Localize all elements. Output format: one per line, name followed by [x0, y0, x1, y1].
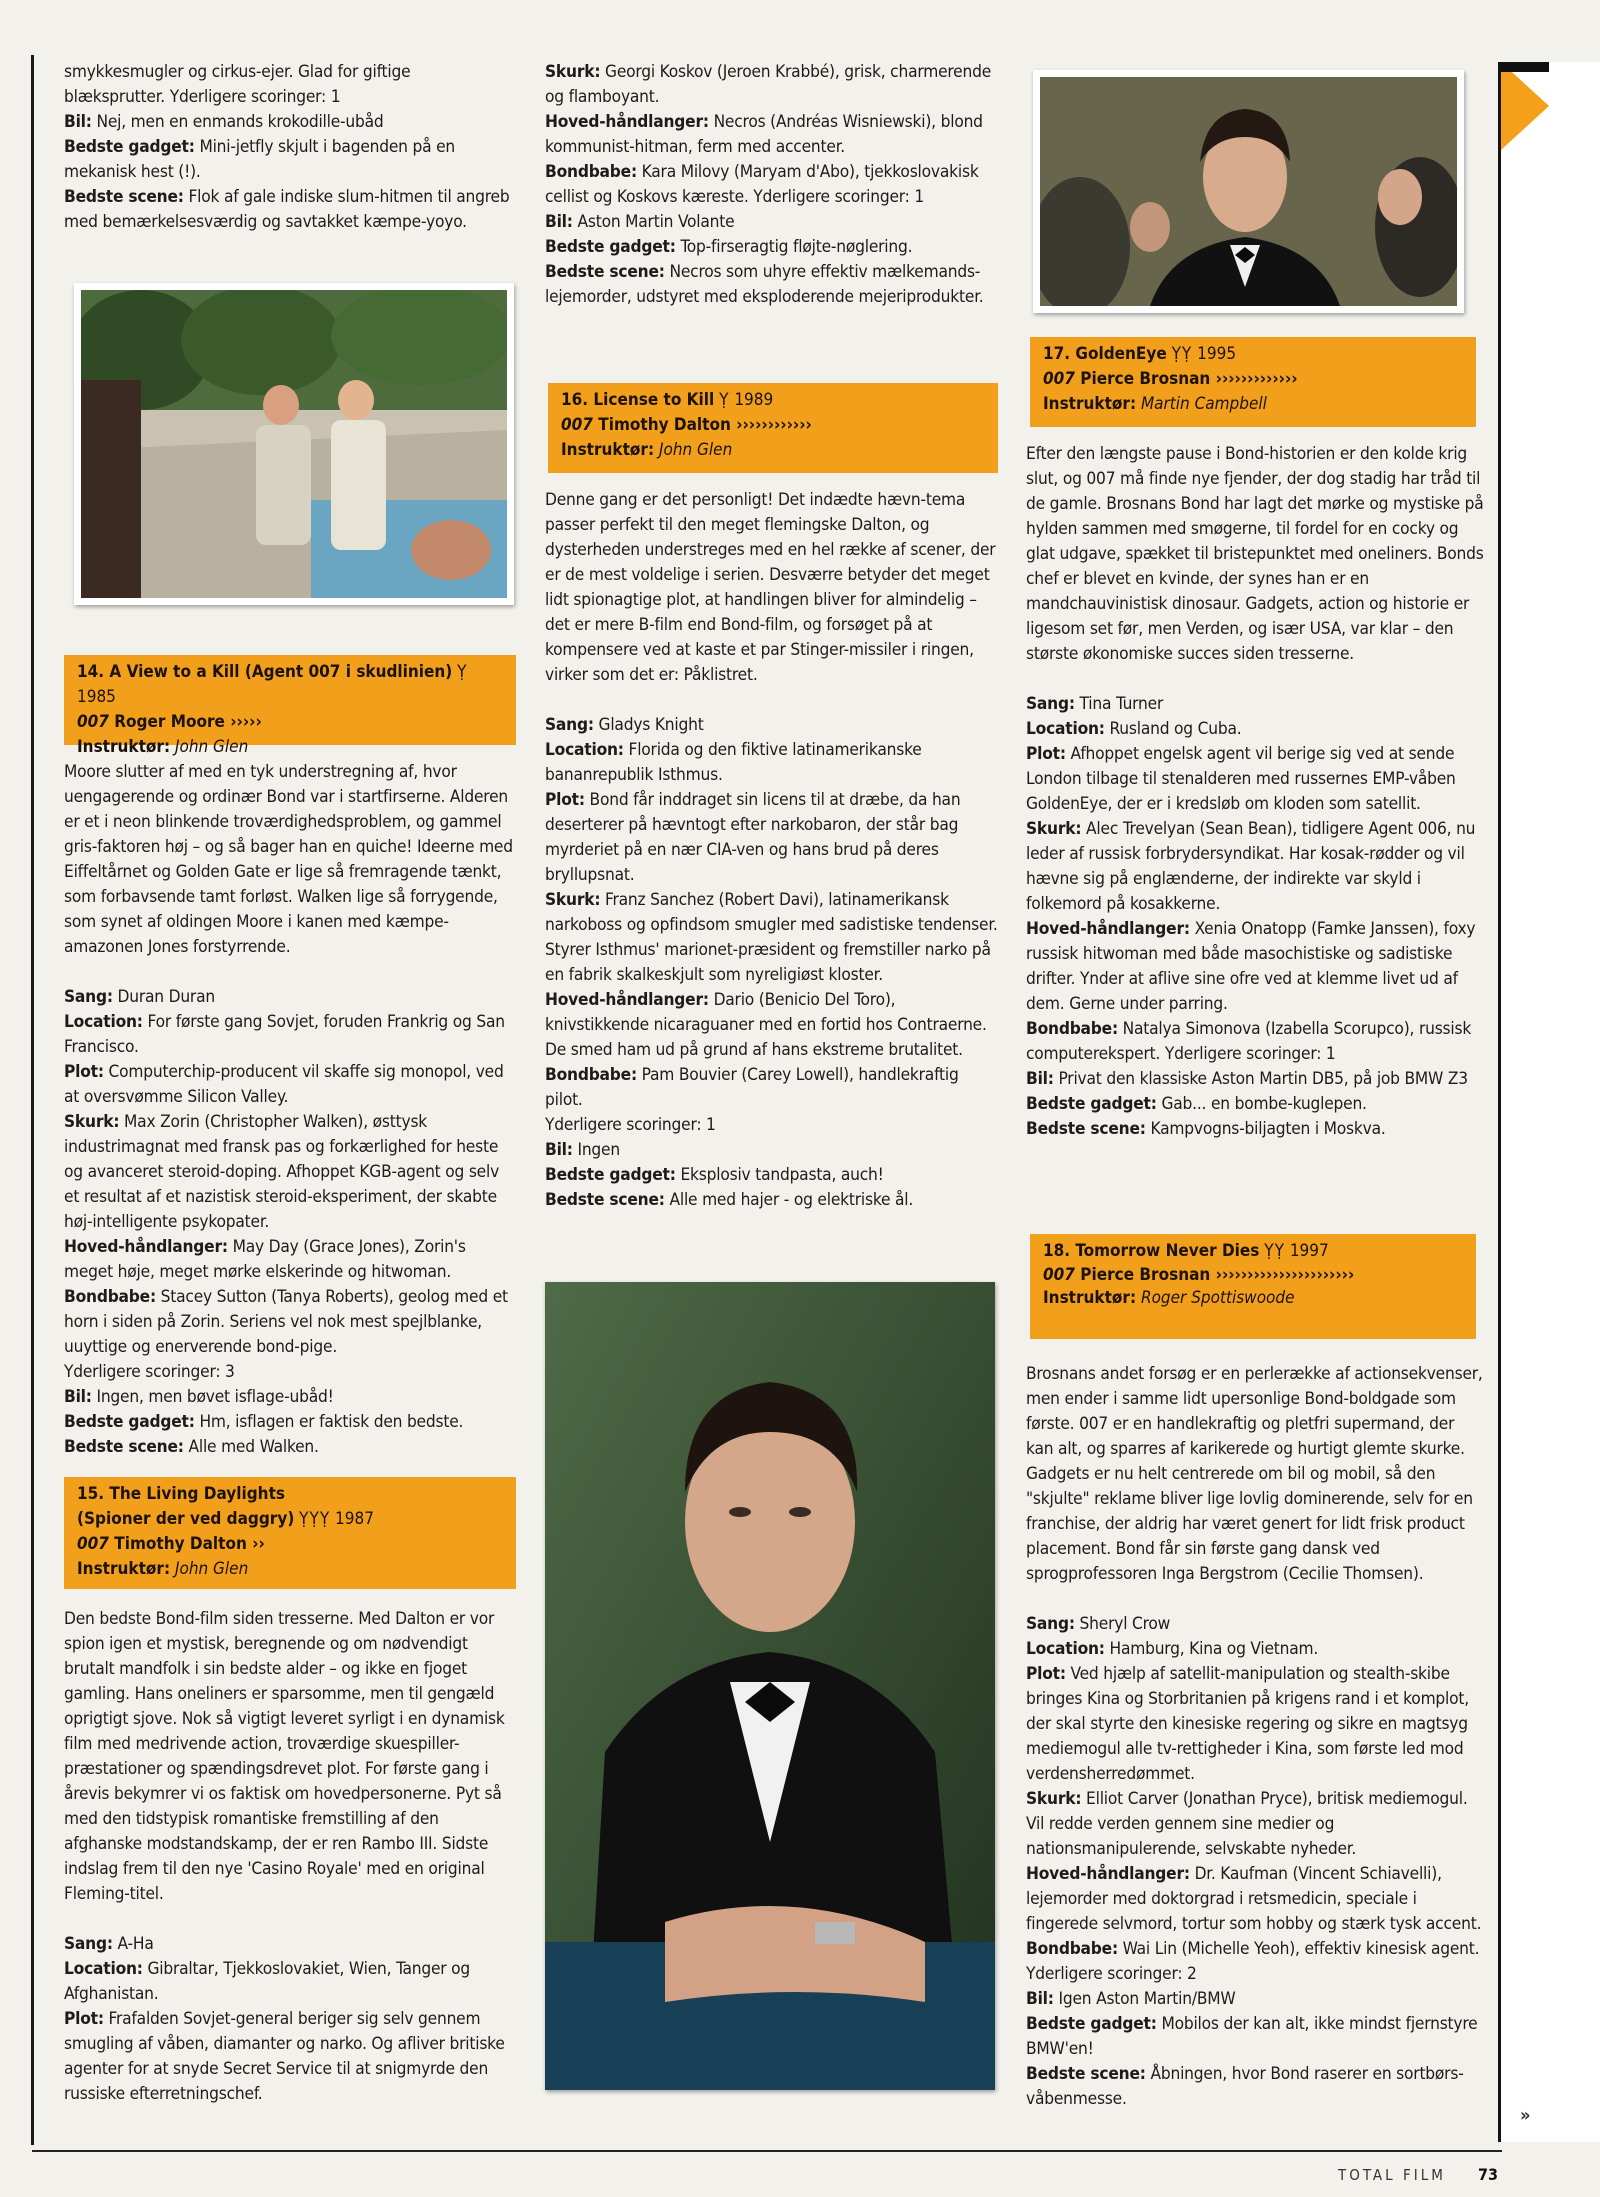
page-margin: [1498, 62, 1600, 2142]
fact-line: Sang: Duran Duran: [64, 987, 215, 1007]
film-director-line: Instruktør: Martin Campbell: [1043, 394, 1267, 414]
fact-line: Bedste scene: Alle med hajer - og elektriske ål.: [545, 1190, 914, 1210]
fact-line: Bondbabe: Pam Bouvier (Carey Lowell), handlekraftig pilot.: [545, 1065, 959, 1110]
review-paragraph: Denne gang er det personligt! Det indædte hævn-tema passer perfekt til den meget flemingske Dalton, og dysterheden understreges med en hel række af scener, der er de mest voldelige i serien. Desværre betyder det meget lidt spionagtige plot, at handlingen bliver for almindelig – det er mere B-film end Bond-film, og forsøget på at kompensere ved at kaste et par Stinger-missiler i ringen, virker som det er: Påklistret.: [545, 490, 996, 685]
fact-line: Hoved-håndlanger: Xenia Onatopp (Famke Janssen), foxy russisk hitwoman med både masochistiske og sadistiske drifter. Ynder at aflive sine ofre ved at klemme livet ud af dem. Gerne under parring.: [1026, 919, 1476, 1014]
col2-top-text: [545, 60, 1000, 310]
fact-line: Location: Hamburg, Kina og Vietnam.: [1026, 1639, 1319, 1659]
film-16-body: [545, 488, 1000, 1213]
fact-line: Bil: Ingen, men bøvet isflage-ubåd!: [64, 1387, 334, 1407]
fact-line: Bil: Ingen: [545, 1140, 620, 1160]
film-18-header: [1030, 1234, 1476, 1339]
paragraph: smykkesmugler og cirkus-ejer. Glad for giftige blæksprutter. Yderligere scoringer: 1: [64, 62, 411, 107]
fact-line: Yderligere scoringer: 1: [545, 1115, 716, 1135]
rating-chevrons: ››››››››››››: [736, 415, 812, 435]
fact-line: Bedste gadget: Mini-jetfly skjult i bagenden på en mekanisk hest (!).: [64, 137, 456, 182]
film-star-line: 007 Timothy Dalton ››: [77, 1534, 265, 1554]
film-star-line: 007 Pierce Brosnan ››››››››››››››››››››››: [1043, 1265, 1355, 1285]
fact-line: Bedste gadget: Mobilos der kan alt, ikke mindst fjernstyre BMW'en!: [1026, 2014, 1478, 2059]
film-14-body: [64, 760, 514, 1460]
fact-line: Skurk: Elliot Carver (Jonathan Pryce), britisk mediemogul. Vil redde verden gennem sine medier og nationsmanipulerende, selvskabte nyheder.: [1026, 1789, 1468, 1859]
film-title-line: 15. The Living Daylights: [77, 1484, 285, 1504]
footer-magazine-name: TOTAL FILM: [1338, 2166, 1446, 2184]
fact-line: Yderligere scoringer: 3: [64, 1362, 235, 1382]
continue-arrow-icon: »: [1520, 2105, 1531, 2126]
007-logo: 007: [77, 712, 109, 732]
fact-line: Bondbabe: Kara Milovy (Maryam d'Abo), tjekkoslovakisk cellist og Koskovs kæreste. Yderligere scoringer: 1: [545, 162, 979, 207]
photo-timothy-dalton: [545, 1282, 995, 2090]
fact-line: Bondbabe: Stacey Sutton (Tanya Roberts), geolog med et horn i siden på Zorin. Seriens vel nok mest spejlblanke, uuyttige og enerverende bond-pige.: [64, 1287, 508, 1357]
fact-line: Bil: Aston Martin Volante: [545, 212, 735, 232]
fact-line: Bedste scene: Necros som uhyre effektiv mælkemands-lejemorder, udstyret med eksploderende mejeriprodukter.: [545, 262, 984, 307]
rating-chevrons: ››››››››››››››››››››››: [1215, 1265, 1355, 1285]
fact-line: Hoved-håndlanger: Dario (Benicio Del Toro), knivstikkende nicaraguaner med en fortid hos Contraerne. De smed ham ud på grund af hans ekstreme brutalitet.: [545, 990, 987, 1060]
film-director-line: Instruktør: Roger Spottiswoode: [1043, 1288, 1295, 1308]
film-title-line: 18. Tomorrow Never Dies ỴỴ 1997: [1043, 1241, 1329, 1261]
fact-line: Hoved-håndlanger: Dr. Kaufman (Vincent Schiavelli), lejemorder med doktorgrad i retsmedicin, speciale i fingerede selvmord, tortur som hobby og stærk tysk accent.: [1026, 1864, 1482, 1934]
review-paragraph: Moore slutter af med en tyk understregning af, hvor uengagerende og ordinær Bond var i startfirserne. Alderen er et i neon blinkende troværdighedsproblem, og gammel gris-faktoren høj – og så bager han en quiche! Ideerne med Eiffeltårnet og Golden Gate er lige så fremragende tænkt, som forbavsende tamt forløst. Walken lige så forrygende, som synet af oldingen Moore i kanen med kæmpe-amazonen Jones forstyrrende.: [64, 762, 513, 957]
film-title-line: 14. A View to a Kill (Agent 007 i skudlinien) Ỵ 1985: [77, 662, 468, 707]
fact-line: Plot: Ved hjælp af satellit-manipulation og stealth-skibe bringes Kina og Storbritanien på krigens rand i et komplot, der skal styrte den kinesiske regering og sikre en magtsyg mediemogul alle tv-rettigheder i Kina, som første led mod verdensherredømmet.: [1026, 1664, 1469, 1784]
fact-line: Location: For første gang Sovjet, foruden Frankrig og San Francisco.: [64, 1012, 505, 1057]
fact-line: Sang: Sheryl Crow: [1026, 1614, 1171, 1634]
page-number: 73: [1478, 2165, 1499, 2184]
film-star-line: 007 Timothy Dalton ››››››››››››: [561, 415, 812, 435]
glass-rating-icon: ỴỴ: [1171, 344, 1193, 364]
fact-line: Bondbabe: Natalya Simonova (Izabella Scorupco), russisk computerekspert. Yderligere scoringer: 1: [1026, 1019, 1472, 1064]
page-flag-bar: [1501, 62, 1549, 72]
film-star-line: 007 Pierce Brosnan ›››››››››››››: [1043, 369, 1298, 389]
page-flag-triangle: [1501, 62, 1549, 150]
fact-line: Bedste gadget: Top-firseragtig fløjte-nøglering.: [545, 237, 913, 257]
fact-line: Bedste gadget: Eksplosiv tandpasta, auch!: [545, 1165, 884, 1185]
film-still-view-to-a-kill: [74, 283, 514, 605]
film-17-header: [1030, 337, 1476, 427]
fact-line: Sang: Tina Turner: [1026, 694, 1164, 714]
fact-line: Sang: A-Ha: [64, 1934, 154, 1954]
fact-line: Skurk: Franz Sanchez (Robert Davi), latinamerikansk narkoboss og opfindsom smugler med sadistiske tendenser. Styrer Isthmus' marionet-præsident og fremstiller narko på en fabrik skalkeskjult som nyreligiøst kloster.: [545, 890, 998, 985]
left-rule: [31, 55, 34, 2145]
rating-chevrons: ››: [252, 1534, 265, 1554]
fact-line: Bedste scene: Alle med Walken.: [64, 1437, 319, 1457]
fact-line: Plot: Afhoppet engelsk agent vil berige sig ved at sende London tilbage til stenalderen med russernes EMP-våben GoldenEye, der er i kredsløb om kloden som satellit.: [1026, 744, 1456, 814]
007-logo: 007: [77, 1534, 109, 1554]
review-paragraph: Brosnans andet forsøg er en perlerække af actionsekvenser, men ender i samme lidt upersonlige Bond-boldgade som første. 007 er en handlekraftig og pletfri supermand, der kan alt, og sparres af karikerede og hurtigt glemte skurke. Gadgets er nu helt centrerede om bil og mobil, så den "skjulte" reklame bliver lige lovlig dominerende, selv for en franchise, der aldrig har været genert for lidt frisk product placement. Bond får sin første gang dansk ved sprogprofessoren Inga Bergstrom (Cecilie Thomsen).: [1026, 1364, 1483, 1584]
col1-top-text: [64, 60, 514, 235]
fact-line: Bil: Privat den klassiske Aston Martin DB5, på job BMW Z3: [1026, 1069, 1468, 1089]
fact-line: Skurk: Georgi Koskov (Jeroen Krabbé), grisk, charmerende og flamboyant.: [545, 62, 992, 107]
fact-line: Bondbabe: Wai Lin (Michelle Yeoh), effektiv kinesisk agent. Yderligere scoringer: 2: [1026, 1939, 1480, 1984]
007-logo: 007: [561, 415, 593, 435]
fact-line: Hoved-håndlanger: May Day (Grace Jones), Zorin's meget høje, meget mørke elskerinde og hitwoman.: [64, 1237, 466, 1282]
film-15-body: [64, 1607, 514, 2107]
fact-line: Location: Gibraltar, Tjekkoslovakiet, Wien, Tanger og Afghanistan.: [64, 1959, 471, 2004]
glass-rating-icon: ỴỴ: [1264, 1241, 1285, 1261]
film-18-body: [1026, 1362, 1486, 2112]
film-star-line: 007 Roger Moore ›››››: [77, 712, 262, 732]
review-paragraph: Den bedste Bond-film siden tresserne. Med Dalton er vor spion igen et mystisk, beregnende og om nødvendigt brutalt mandfolk i sin bedste alder – og ikke en fjoget gamling. Hans oneliners er sparsomme, men til gengæld oprigtigt sjove. Nok så vigtigt leveret syrligt i en dynamisk film med medrivende action, troværdige skuespiller-præstationer og spændingsdrevet plot. For første gang i årevis bekymrer vi os faktisk om hovedpersonerne. Pyt så med den tidstypisk romantiske fremstilling af den afghanske modstandskamp, der er ren Rambo III. Sidste indslag frem til den nye 'Casino Royale' med en original Fleming-titel.: [64, 1609, 505, 1904]
fact-line: Bedste scene: Kampvogns-biljagten i Moskva.: [1026, 1119, 1386, 1139]
film-16-header: [548, 383, 998, 473]
film-14-header: [64, 655, 516, 757]
fact-line: Bedste gadget: Gab... en bombe-kuglepen.: [1026, 1094, 1367, 1114]
fact-line: Plot: Computerchip-producent vil skaffe sig monopol, ved at oversvømme Silicon Valley.: [64, 1062, 504, 1107]
fact-line: Sang: Gladys Knight: [545, 715, 704, 735]
film-title-line: 16. License to Kill Ỵ 1989: [561, 390, 774, 410]
rating-chevrons: ›››››: [230, 712, 262, 732]
fact-line: Skurk: Max Zorin (Christopher Walken), østtysk industrimagnat med fransk pas og forkærlighed for heste og avanceret steroid-doping. Afhoppet KGB-agent og selv et resultat af et nazistisk steroid-eksperiment, der skabte høj-intelligente psykopater.: [64, 1112, 500, 1232]
photo-image: [1040, 77, 1457, 306]
glass-rating-icon: ỴỴỴ: [299, 1509, 331, 1529]
007-logo: 007: [1043, 1265, 1075, 1285]
film-15-header: [64, 1477, 516, 1589]
fact-line: Bil: Igen Aston Martin/BMW: [1026, 1989, 1236, 2009]
fact-line: Skurk: Alec Trevelyan (Sean Bean), tidligere Agent 006, nu leder af russisk forbrydersyndikat. Har kosak-rødder og vil hævne sig på englænderne, der indirekte var skyld i folkemord på kosakkerne.: [1026, 819, 1476, 914]
film-director-line: Instruktør: John Glen: [77, 1559, 249, 1579]
rating-chevrons: ›››››››››››››: [1215, 369, 1298, 389]
fact-line: Hoved-håndlanger: Necros (Andréas Wisniewski), blond kommunist-hitman, ferm med accenter.: [545, 112, 983, 157]
fact-line: Bedste scene: Åbningen, hvor Bond raserer en sortbørs-våbenmesse.: [1026, 2064, 1464, 2109]
film-title-line: (Spioner der ved daggry) ỴỴỴ 1987: [77, 1509, 374, 1529]
007-logo: 007: [1043, 369, 1075, 389]
film-director-line: Instruktør: John Glen: [561, 440, 733, 460]
footer-rule: [32, 2150, 1502, 2152]
fact-line: Bedste scene: Flok af gale indiske slum-hitmen til angreb med bemærkelsesværdig og savtakket kæmpe-yoyo.: [64, 187, 510, 232]
fact-line: Plot: Frafalden Sovjet-general beriger sig selv gennem smugling af våben, diamanter og narko. Og afliver britiske agenter for at snyde Secret Service til at snigmyrde den russiske efterretningschef.: [64, 2009, 505, 2104]
glass-rating-icon: Ỵ: [457, 662, 468, 682]
fact-line: Bedste gadget: Hm, isflagen er faktisk den bedste.: [64, 1412, 464, 1432]
photo-pierce-brosnan: [1033, 70, 1464, 313]
film-director-line: Instruktør: John Glen: [77, 737, 249, 757]
fact-line: Location: Rusland og Cuba.: [1026, 719, 1242, 739]
fact-line: Location: Florida og den fiktive latinamerikanske bananrepublik Isthmus.: [545, 740, 922, 785]
fact-line: Bil: Nej, men en enmands krokodille-ubåd: [64, 112, 384, 132]
glass-rating-icon: Ỵ: [719, 390, 730, 410]
photo-image: [545, 1282, 995, 2090]
film-17-body: [1026, 442, 1486, 1142]
photo-image: [81, 290, 507, 598]
fact-line: Plot: Bond får inddraget sin licens til at dræbe, da han deserterer på hævntogt efter narkobaron, der står bag myrderiet på en nær CIA-ven og hans brud på deres bryllupsnat.: [545, 790, 961, 885]
review-paragraph: Efter den længste pause i Bond-historien er den kolde krig slut, og 007 må finde nye fjender, der dog stadig har tråd til de gamle. Brosnans Bond har lagt det mørke og mystiske på hylden sammen med smøgerne, til fordel for en cocky og glat udgave, spækket til bristepunktet med oneliners. Bonds chef er blevet en kvinde, der synes han er en mandchauvinistisk dinosaur. Gadgets, action og historie er ligesom set før, men Verden, og især USA, var klar – den største økonomiske succes siden tresserne.: [1026, 444, 1484, 664]
film-title-line: 17. GoldenEye ỴỴ 1995: [1043, 344, 1237, 364]
